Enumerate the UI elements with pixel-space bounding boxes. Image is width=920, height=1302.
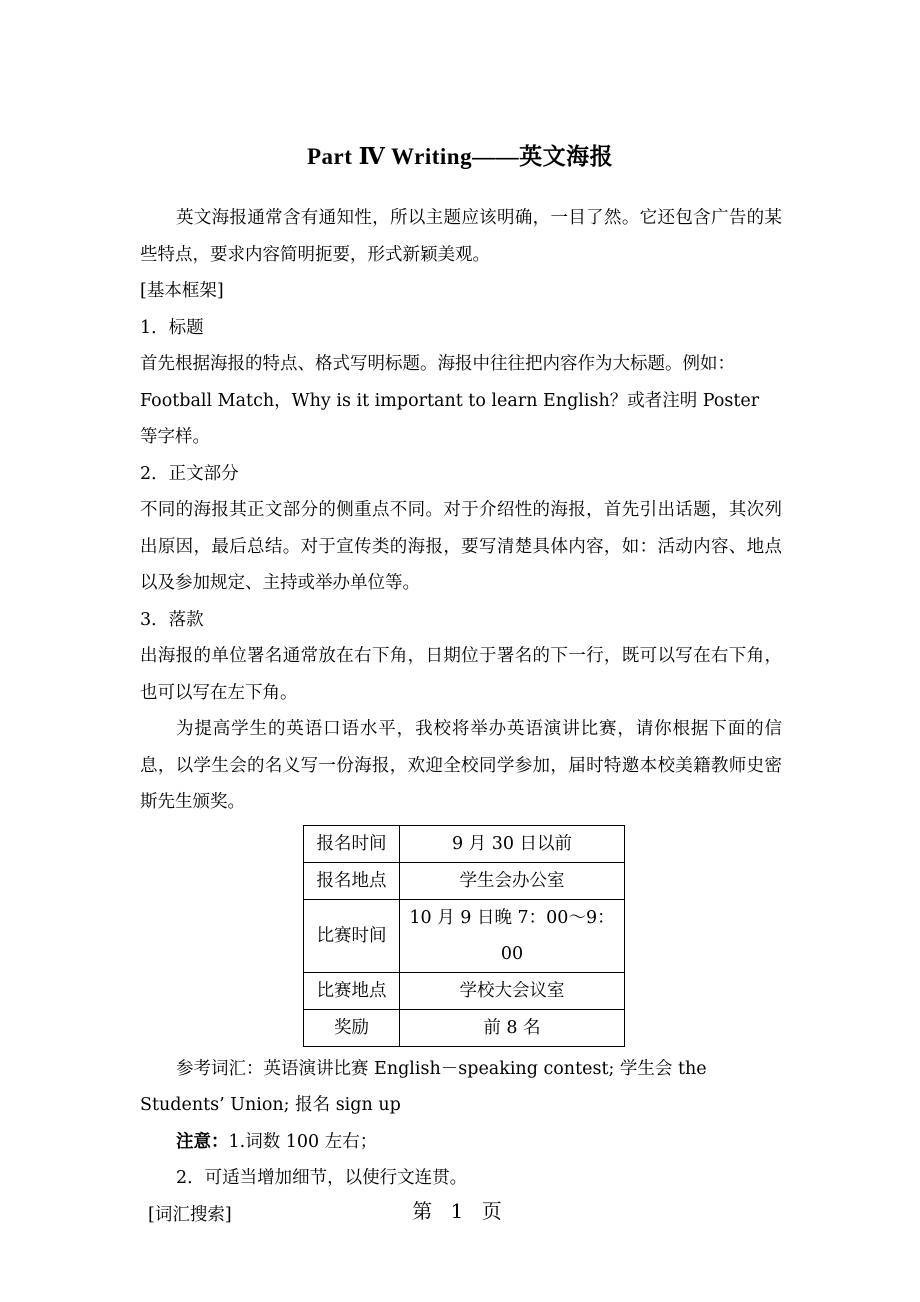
section-1-heading: 1．标题 [140, 317, 204, 338]
table-row [304, 1009, 625, 1046]
note-item-1: 1.词数 100 左右； [228, 1131, 378, 1152]
table-row [304, 972, 625, 1009]
table-cell-value: 10 月 9 日晚 7：00～9：00 [400, 899, 625, 972]
section-2-text: 不同的海报其正文部分的侧重点不同。对于介绍性的海报，首先引出话题，其次列出原因，最后总结。对于宣传类的海报，要写清楚具体内容，如：活动内容、地点以及参加规定、主持或举办单位等。 [140, 500, 782, 593]
note-label: 注意： [176, 1131, 229, 1152]
table-cell-value: 学校大会议室 [400, 972, 625, 1009]
table-cell-value: 学生会办公室 [400, 862, 625, 899]
table-row [304, 825, 625, 862]
intro-paragraph: 英文海报通常含有通知性，所以主题应该明确，一目了然。它还包含广告的某些特点，要求内容简明扼要，形式新颖美观。 [140, 208, 782, 265]
page-footer: 第 1 页 [412, 1199, 508, 1223]
table-cell-value: 前 8 名 [400, 1009, 625, 1046]
page-title: Part Ⅳ Writing——英文海报 [306, 144, 614, 169]
table-cell-key: 奖励 [304, 1009, 400, 1046]
table-cell-key: 报名时间 [304, 825, 400, 862]
section-3-text: 出海报的单位署名通常放在右下角，日期位于署名的下一行，既可以写在右下角，也可以写在左下角。 [140, 646, 782, 703]
section-1-line-1: 首先根据海报的特点、格式写明标题。海报中往往把内容作为大标题。例如： [140, 354, 735, 374]
note-line-2: 2．可适当增加细节，以使行文连贯。 [176, 1168, 468, 1188]
vocab-paragraph: 参考词汇：英语演讲比赛 English－speaking contest; 学生会 the Students’ Union; 报名 sign up [140, 1058, 707, 1115]
table-cell-key: 报名地点 [304, 862, 400, 899]
section-1-line-2: Football Match，Why is it important to learn English？或者注明 Poster 等字样。 [140, 390, 760, 447]
table-cell-value: 9 月 30 日以前 [400, 825, 625, 862]
document-body [140, 200, 782, 1233]
info-table [303, 825, 625, 1047]
info-table-wrapper [140, 825, 782, 1047]
table-row [304, 862, 625, 899]
note-line-1 [140, 1124, 782, 1161]
framework-heading: [基本框架] [140, 281, 224, 301]
task-paragraph: 为提高学生的英语口语水平，我校将举办英语演讲比赛，请你根据下面的信息，以学生会的名义写一份海报，欢迎全校同学参加，届时特邀本校美籍教师史密斯先生颁奖。 [140, 719, 782, 812]
section-3-heading: 3．落款 [140, 609, 204, 630]
section-2-heading: 2．正文部分 [140, 463, 239, 484]
search-heading: [词汇搜索] [148, 1204, 232, 1225]
table-row [304, 899, 625, 972]
table-cell-key: 比赛时间 [304, 899, 400, 972]
table-cell-key: 比赛地点 [304, 972, 400, 1009]
